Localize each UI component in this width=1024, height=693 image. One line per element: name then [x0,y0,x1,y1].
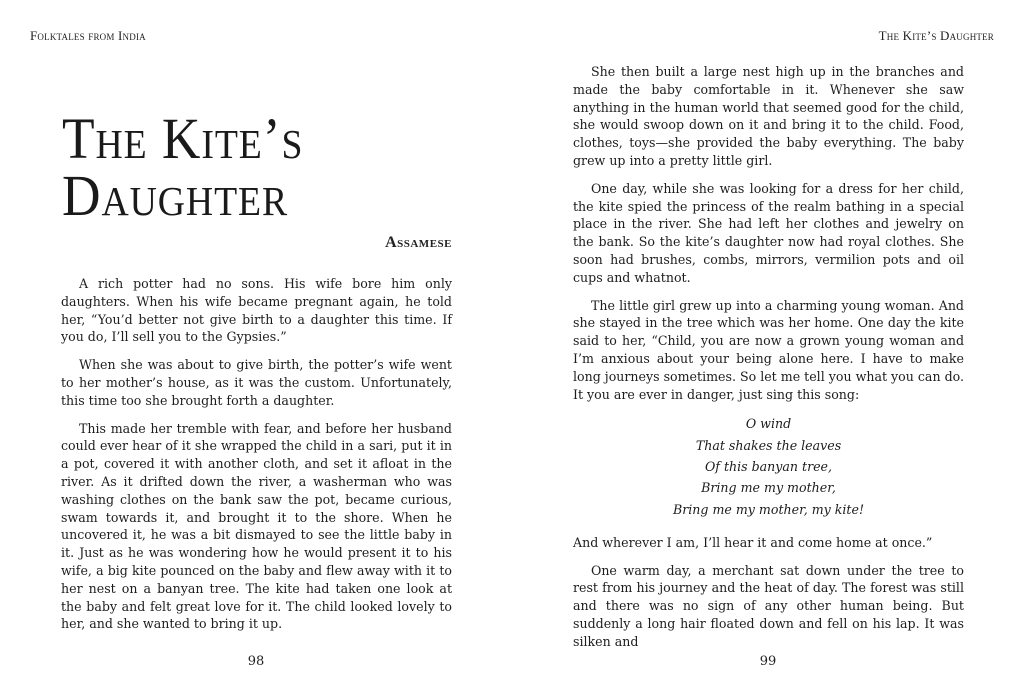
right-body-text [573,63,964,661]
paragraph: The little girl grew up into a charming young woman. And she stayed in the tree which was her home. One day the kite said to her, “Child, you are now a grown young woman and I’m anxious about your being alone here. I have to make long journeys sometimes. So let me tell you what you can do. It you are ever in danger, just sing this song: [573,297,964,402]
song-line: Of this banyan tree, [704,458,833,474]
paragraph: One day, while she was looking for a dress for her child, the kite spied the princess of the realm bathing in a special place in the river. She had left her clothes and jewelry on the bank. So the kite’s daughter now had royal clothes. She soon had brushes, combs, mirrors, vermilion pots and oil cups and whatnot. [573,180,964,285]
running-head-chapter-title: The Kite’s Daughter [878,28,994,43]
page-number-left: 98 [247,654,265,669]
paragraph: When she was about to give birth, the potter’s wife went to her mother’s house, as it was the custom. Unfortunately, this time too she brought forth a daughter. [61,357,452,408]
paragraph: One warm day, a merchant sat down under the tree to rest from his journey and the heat of day. The forest was still and there was no sign of any other human being. But suddenly a long hair floated down and fell on his lap. It was silken and [573,562,964,649]
chapter-title-line-2: Daughter [62,163,289,228]
paragraph: This made her tremble with fear, and before her husband could ever hear of it she wrapped the child in a sari, put it in a pot, covered it with another cloth, and set it afloat in the river. As it drifted down the river, a washerman who was washing clothes on the bank saw the pot, became curious, swam towards it, and brought it to the shore. When he uncovered it, he was a bit dismayed to see the little baby in it. Just as he was wondering how he would present it to his wife, a big kite pounced on the baby and flew away with it to her nest on a banyan tree. The kite had taken one look at the baby and felt great love for it. The child looked lovely to her, and she wanted to bring it up. [61,420,452,632]
paragraph: She then built a large nest high up in the branches and made the baby comfortable in it. Whenever she saw anything in the human world that seemed good for the child, she would swoop down on it and bring it to the child. Food, clothes, toys—she provided the baby everything. The baby grew up into a pretty little girl. [573,64,964,168]
song-line: That shakes the leaves [695,437,842,453]
right-page [512,0,1024,693]
paragraph-after-song: And wherever I am, I’ll hear it and come home at once.” [573,534,933,550]
chapter-title [62,106,448,228]
song-verse [573,413,964,519]
running-head-book-title: Folktales from India [30,28,146,43]
song-line: Bring me my mother, my kite! [672,501,865,517]
chapter-origin-label: Assamese [385,234,452,251]
paragraph: A rich potter had no sons. His wife bore him only daughters. When his wife became pregnant again, he told her, “You’d better not give birth to a daughter this time. If you do, I’ll sell you to the Gypsies.” [61,276,452,345]
song-line: O wind [745,416,792,432]
left-body-text [61,275,452,643]
page-number-right: 99 [759,654,777,669]
song-line: Bring me my mother, [701,480,836,496]
chapter-title-line-1: The Kite’s [62,106,304,171]
